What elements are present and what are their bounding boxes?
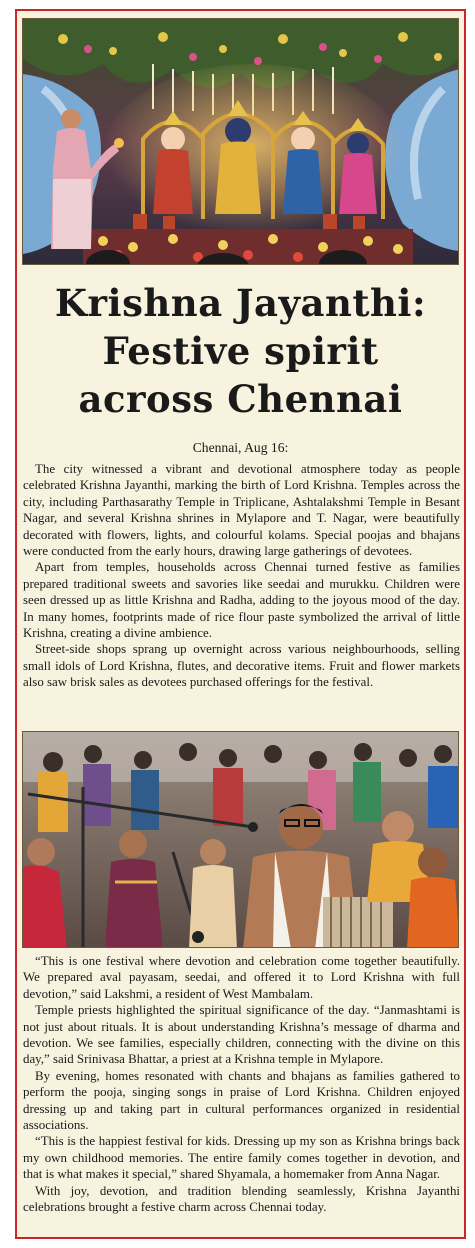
paragraph-6: By evening, homes resonated with chants and bhajans as families gathered to perform the pooja, singing songs in praise of Lord Krishna. Children enjoyed dressing up and taking part in cultural performances organized in residential associations. — [23, 1068, 460, 1133]
headline-line-1: Krishna Jayanthi: — [54, 281, 427, 325]
paragraph-8: With joy, devotion, and tradition blending seamlessly, Krishna Jayanthi celebrations brought a festive charm across Chennai today. — [23, 1183, 460, 1215]
paragraph-3: Street-side shops sprang up overnight across various neighbourhoods, selling small idols of Lord Krishna, flutes, and decorative items. Fruit and flower markets also saw brisk sales as devotees purchased offerings for the festival. — [23, 642, 460, 690]
article-frame — [15, 9, 466, 1239]
paragraph-5: Temple priests highlighted the spiritual significance of the day. “Janmashtami is not just about rituals. It is about understanding Krishna’s message of dharma and devotion. We see families, especially children, connecting with the divine on this day,” said Srinivasa Bhattar, a priest at a Krishna temple in Mylapore. — [23, 1003, 460, 1067]
temple-altar-illustration — [23, 19, 459, 265]
headline-line-3: across Chennai — [78, 377, 403, 421]
paragraph-4: “This is one festival where devotion and celebration come together beautifully. We prepared aval payasam, seedai, and offered it to Lord Krishna with full devotion,” said Lakshmi, a resident of West Mambalam. — [23, 954, 460, 1001]
article-body-part-2 — [23, 953, 460, 1216]
article-body-part-1 — [23, 461, 460, 691]
paragraph-2: Apart from temples, households across Chennai turned festive as families prepared traditional sweets and savories like seedai and murukku. Children were seen dressed up as little Krishna and Radha, adding to the joyous mood of the day. In many homes, footprints made of rice flour paste symbolized the arrival of little Krishna, creating a divine ambience. — [23, 560, 460, 641]
temple-altar-photo — [22, 18, 459, 265]
dateline: Chennai, Aug 16: — [192, 440, 289, 455]
paragraph-1: The city witnessed a vibrant and devotional atmosphere today as people celebrated Krishna Jayanthi, marking the birth of Lord Krishna. Temples across the city, including Parthasarathy Temple in Triplicane, Ashtalakshmi Temple in Besant Nagar, and several Krishna shrines in Mylapore and T. Nagar, were beautifully decorated with flowers, lights, and colourful kolams. Special poojas and bhajans were conducted from the early hours, drawing large gatherings of devotees. — [23, 462, 460, 559]
paragraph-7: “This is the happiest festival for kids. Dressing up my son as Krishna brings back my own childhood memories. The entire family comes together in devotion, and that is what makes it special,” shared Shyamala, a homemaker from Anna Nagar. — [23, 1134, 460, 1182]
headline-line-2: Festive spirit — [102, 329, 379, 373]
headline — [17, 279, 464, 423]
bhajan-singers-photo — [22, 731, 459, 948]
bhajan-singers-illustration — [23, 732, 459, 948]
